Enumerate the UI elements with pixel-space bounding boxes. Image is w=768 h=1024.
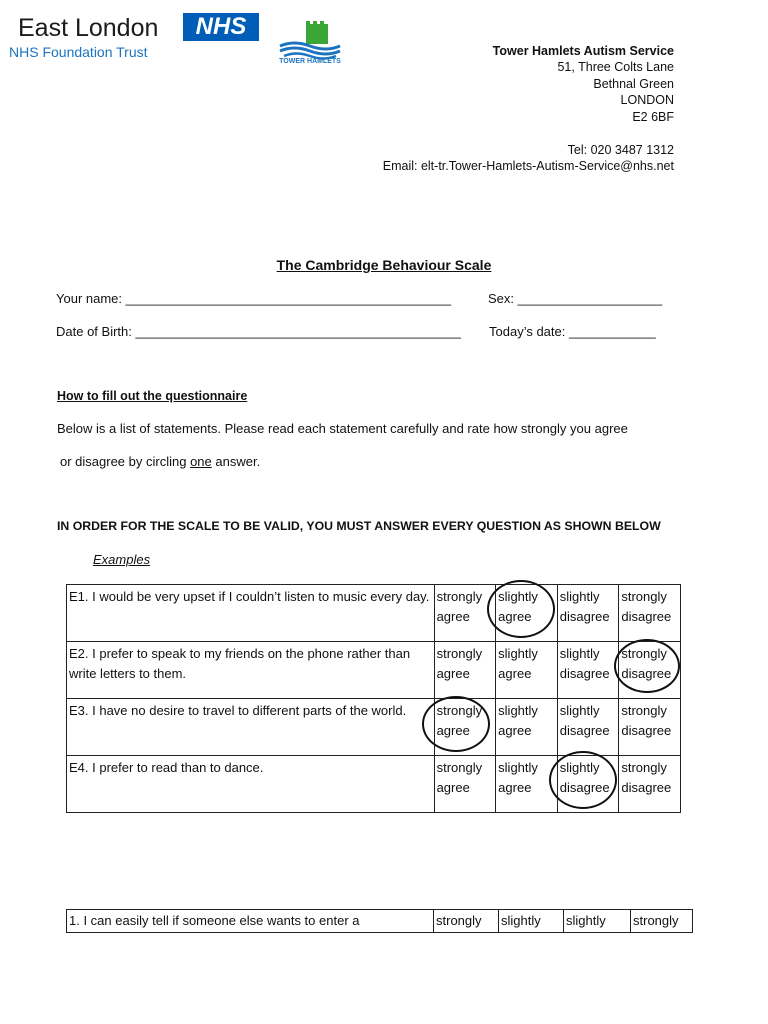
option-strongly-disagree[interactable]: strongly disagree <box>619 585 681 642</box>
address-line: 51, Three Colts Lane <box>557 60 674 75</box>
option-slightly-disagree[interactable]: slightly disagree <box>557 699 619 756</box>
email: Email: elt-tr.Tower-Hamlets-Autism-Service@nhs.net <box>382 159 674 174</box>
address-block <box>493 43 674 125</box>
address-line: Bethnal Green <box>593 76 674 91</box>
service-name: Tower Hamlets Autism Service <box>492 44 674 58</box>
statement-cell: 1. I can easily tell if someone else wants to enter a <box>67 910 434 933</box>
instructions-emphasis: one <box>190 454 212 469</box>
name-field[interactable]: Your name: _____________________________________________ <box>56 291 451 306</box>
validity-warning: IN ORDER FOR THE SCALE TO BE VALID, YOU MUST ANSWER EVERY QUESTION AS SHOWN BELOW <box>57 519 661 533</box>
statement-cell: E3. I have no desire to travel to different parts of the world. <box>67 699 435 756</box>
dob-field[interactable]: Date of Birth: _____________________________________________ <box>56 324 461 339</box>
trust-logo-name: East London <box>18 14 159 42</box>
option-strongly-disagree[interactable]: strongly disagree <box>619 756 681 813</box>
option-slightly-agree[interactable]: slightly agree <box>496 699 558 756</box>
table-row <box>67 910 693 933</box>
option-slightly-agree[interactable]: slightly <box>499 910 564 933</box>
contact-block <box>383 142 674 175</box>
tower-hamlets-logo-text: TOWER HAMLETS <box>279 58 341 65</box>
option-slightly-disagree[interactable]: slightly disagree <box>557 585 619 642</box>
option-slightly-disagree[interactable]: slightly disagree <box>557 642 619 699</box>
table-row <box>67 756 681 813</box>
option-strongly-disagree[interactable]: strongly disagree <box>619 699 681 756</box>
table-row <box>67 585 681 642</box>
statement-cell: E4. I prefer to read than to dance. <box>67 756 435 813</box>
trust-logo-subtitle: NHS Foundation Trust <box>9 44 148 58</box>
table-row <box>67 699 681 756</box>
option-strongly-agree[interactable]: strongly <box>434 910 499 933</box>
address-line: LONDON <box>620 93 674 108</box>
option-strongly-agree[interactable]: strongly agree <box>434 756 496 813</box>
option-strongly-disagree[interactable]: strongly <box>631 910 693 933</box>
instructions-text-part: answer. <box>211 454 261 469</box>
option-slightly-disagree[interactable]: slightly <box>564 910 631 933</box>
telephone: Tel: 020 3487 1312 <box>567 143 674 157</box>
option-strongly-agree[interactable]: strongly agree <box>434 585 496 642</box>
instructions-heading: How to fill out the questionnaire <box>57 389 248 403</box>
option-slightly-agree[interactable]: slightly agree <box>496 642 558 699</box>
option-slightly-agree[interactable]: slightly agree <box>496 585 558 642</box>
option-strongly-agree[interactable]: strongly agree <box>434 699 496 756</box>
option-strongly-agree[interactable]: strongly agree <box>434 642 496 699</box>
statement-cell: E1. I would be very upset if I couldn’t listen to music every day. <box>67 585 435 642</box>
examples-label: Examples <box>93 552 151 567</box>
address-line: E2 6BF <box>632 109 674 124</box>
document-title: The Cambridge Behaviour Scale <box>276 257 492 273</box>
option-slightly-disagree[interactable]: slightly disagree <box>557 756 619 813</box>
sex-field[interactable]: Sex: ____________________ <box>488 291 663 306</box>
statement-cell: E2. I prefer to speak to my friends on the phone rather than write letters to them. <box>67 642 435 699</box>
instructions-text <box>60 454 260 469</box>
examples-table <box>66 584 681 813</box>
question-table <box>66 909 693 933</box>
table-row <box>67 642 681 699</box>
option-strongly-disagree[interactable]: strongly disagree <box>619 642 681 699</box>
todays-date-field[interactable]: Today’s date: ____________ <box>489 324 656 339</box>
option-slightly-agree[interactable]: slightly agree <box>496 756 558 813</box>
instructions-text: Below is a list of statements. Please read each statement carefully and rate how strongly you agree <box>57 421 628 436</box>
instructions-text-part: or disagree by circling <box>60 454 191 469</box>
nhs-logo: NHS <box>183 13 259 41</box>
